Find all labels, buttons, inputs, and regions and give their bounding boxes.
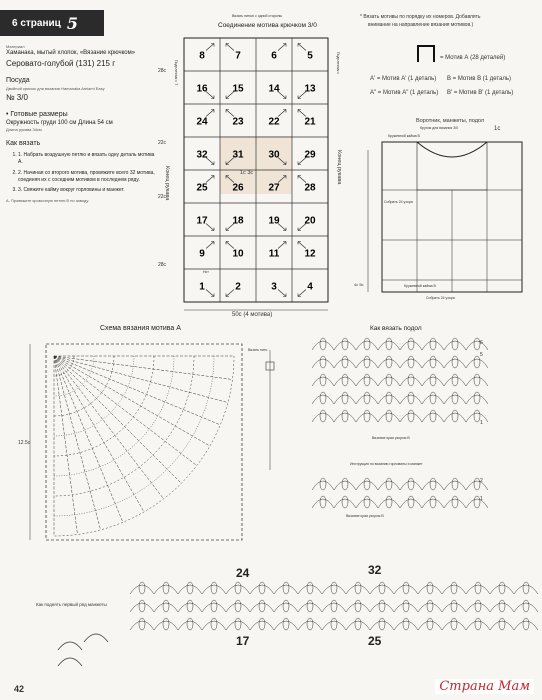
neck-title: Воротник, манжеты, подол [416, 118, 485, 124]
motif-number: 19 [268, 215, 280, 227]
band-label: Как поднять первый ряд манжеты [36, 602, 107, 607]
motif-number: 11 [268, 248, 280, 260]
sleeve-label-left: Конец рукава [164, 166, 170, 201]
motif-number: 23 [232, 116, 244, 128]
watermark-logo: Страна Мам [435, 679, 534, 694]
cuff-band-chart [58, 582, 538, 666]
direction-arrow [206, 290, 214, 297]
sizes-heading: • Готовые размеры [6, 110, 68, 118]
yarn-color: Серовато-голубой (131) 215 г [6, 59, 116, 69]
motif-number: 21 [304, 116, 316, 128]
legend-item: А" = Мотив А" (1 деталь) [370, 90, 439, 96]
legend-item: В = Мотив В (1 деталь) [447, 76, 512, 82]
direction-arrow [298, 158, 306, 165]
motif-number: 18 [232, 215, 244, 227]
motif-number: 9 [199, 248, 205, 260]
band-number: 17 [236, 634, 250, 648]
direction-arrow [298, 92, 306, 99]
neck-1c: 1c [494, 126, 501, 132]
direction-arrow [298, 242, 306, 249]
start-label: Нст [203, 270, 209, 274]
dim-bottom: 28c [158, 262, 167, 268]
pi-symbol-icon [418, 46, 434, 62]
yarn-text: Хаманака, мытый хлопок, «Вязание крючком» [6, 50, 136, 57]
motif-number: 24 [196, 116, 208, 128]
shoulder-label-right: Подплечник с [336, 52, 340, 75]
direction-arrow [206, 92, 214, 99]
motif-number: 2 [235, 281, 241, 293]
motif-number: 4 [307, 281, 313, 293]
motif-number: 5 [307, 50, 313, 62]
materials-label: Материал [6, 44, 25, 49]
dim-upper-mid: 22c [158, 140, 167, 146]
motif-number: 22 [268, 116, 280, 128]
direction-arrow [226, 242, 234, 249]
direction-arrow [278, 290, 286, 297]
legend-item: А' = Мотив А' (1 деталь) [370, 76, 437, 82]
motif-number: 26 [232, 182, 244, 194]
hem-row-mid: 2 [480, 478, 483, 484]
motif-number: 12 [304, 248, 316, 260]
motif-number: 8 [199, 50, 205, 62]
motif-number: 3 [271, 281, 277, 293]
neck-cuff: Кружевной кайма B [388, 134, 420, 138]
motif-number: 10 [232, 248, 244, 260]
band-number: 32 [368, 563, 382, 577]
neck-subtitle: Кругом для вязания 3/0 [420, 126, 459, 130]
sizes-text: Окружность груди 100 см Длина 54 см [6, 120, 113, 127]
band-number: 25 [368, 634, 382, 648]
assembly-note: Вязать нитью с одной стороны [232, 14, 283, 18]
hem-row: 1 [480, 420, 483, 426]
hem-instruction: Инструкция по вязанию горловины и манжет [350, 462, 423, 466]
motif-number: 27 [268, 182, 280, 194]
step-item: 2. 2. Начиная со второго мотива, провяжите всего 32 мотива, соединяя их с соседним мотивом в последнем ряду. [18, 170, 156, 184]
motif-number: 30 [268, 149, 280, 161]
neck-schematic [368, 142, 522, 292]
tools-heading: Посуда [6, 77, 30, 85]
hem-title: Как вязать подол [370, 325, 422, 332]
sleeve-label-right: Конец рукава [336, 150, 342, 185]
dim-lower-mid: 22c [158, 194, 167, 200]
direction-arrow [206, 242, 214, 249]
dim-top: 28c [158, 68, 167, 74]
direction-arrow [278, 224, 286, 231]
direction-arrow [298, 176, 306, 183]
hem-row: 5 [480, 352, 483, 358]
hem-row: 6 [480, 340, 483, 346]
direction-arrow [206, 158, 214, 165]
direction-arrow [206, 176, 214, 183]
page-number: 42 [14, 684, 25, 694]
direction-arrow [298, 110, 306, 117]
motif-number: 20 [304, 215, 316, 227]
step-note: А. Провяжите кромочную петлю В по заводу. [6, 198, 90, 204]
neck-dim: 4c 5c [354, 282, 364, 287]
direction-arrow [226, 44, 234, 51]
hem-caption: Вязание края узором В [372, 436, 410, 440]
neck-bottom: Собрать 24 узора [426, 296, 455, 300]
direction-arrow [278, 92, 286, 99]
direction-arrow [278, 44, 286, 51]
motif-number: 28 [304, 182, 316, 194]
direction-arrow [206, 44, 214, 51]
direction-arrow [298, 290, 306, 297]
motif-number: 15 [232, 83, 244, 95]
motif-number: 6 [271, 50, 277, 62]
how-heading: Как вязать [6, 139, 41, 147]
motif-number: 1 [199, 281, 205, 293]
motif-number: 25 [196, 182, 208, 194]
section-title: 6 страниц [12, 17, 61, 29]
motif-number: 29 [304, 149, 316, 161]
section-number: 5 [66, 13, 78, 33]
shoulder-label-left: Подплечник с Т [174, 60, 178, 86]
hem-row-mid: 1 [480, 496, 483, 502]
legend-note-2: внимание на направление вязания мотивов.) [368, 22, 474, 28]
step-item: 1. 1. Набрать воздушную петлю и вязать одну деталь мотива А. [18, 152, 156, 166]
assembly-title: Соединение мотива крючком 3/0 [218, 22, 317, 29]
motif-a-chart [30, 344, 274, 540]
direction-arrow [298, 44, 306, 51]
motif-title: Схема вязания мотива А [100, 325, 181, 332]
hem-caption-2: Вязание края узором В [346, 514, 384, 518]
motif-note: Вязать нить [248, 348, 268, 352]
hem-chart [312, 338, 488, 508]
bottom-dimension: 50c (4 мотива) [232, 312, 273, 318]
neck-sew: Собрать 24 узора [384, 200, 413, 204]
motif-number: 13 [304, 83, 316, 95]
direction-arrow [226, 110, 234, 117]
tools-note: Двойной крючок для вязания Hamanaka Amiami Easy [6, 85, 105, 91]
direction-arrow [298, 224, 306, 231]
sizes-small: Длина рукава 34см [6, 127, 42, 133]
direction-arrow [206, 110, 214, 117]
motif-number: 31 [232, 149, 244, 161]
direction-arrow [226, 92, 234, 99]
direction-arrow [206, 224, 214, 231]
motif-number: 14 [268, 83, 280, 95]
legend-pi: = Мотив А (28 деталей) [440, 55, 506, 61]
hook-size: № 3/0 [6, 93, 28, 103]
center-label: 1c 3c [240, 170, 254, 176]
legend-note: * Вязать мотивы по порядку их номеров. Добавлять [360, 14, 481, 20]
motif-number: 16 [196, 83, 208, 95]
direction-arrow [278, 242, 286, 249]
band-number: 24 [236, 566, 250, 580]
neck-hem: Кружевной кайма B [404, 284, 436, 288]
direction-arrow [226, 224, 234, 231]
legend-item: В' = Мотив В' (1 деталь) [447, 90, 514, 96]
motif-number: 32 [196, 149, 208, 161]
motif-number: 7 [235, 50, 241, 62]
motif-number: 17 [196, 215, 208, 227]
step-item: 3. 3. Свяжите кайму вокруг горловины и манжет. [18, 187, 156, 194]
motif-size: 12.5c [18, 440, 31, 446]
direction-arrow [278, 110, 286, 117]
direction-arrow [226, 290, 234, 297]
